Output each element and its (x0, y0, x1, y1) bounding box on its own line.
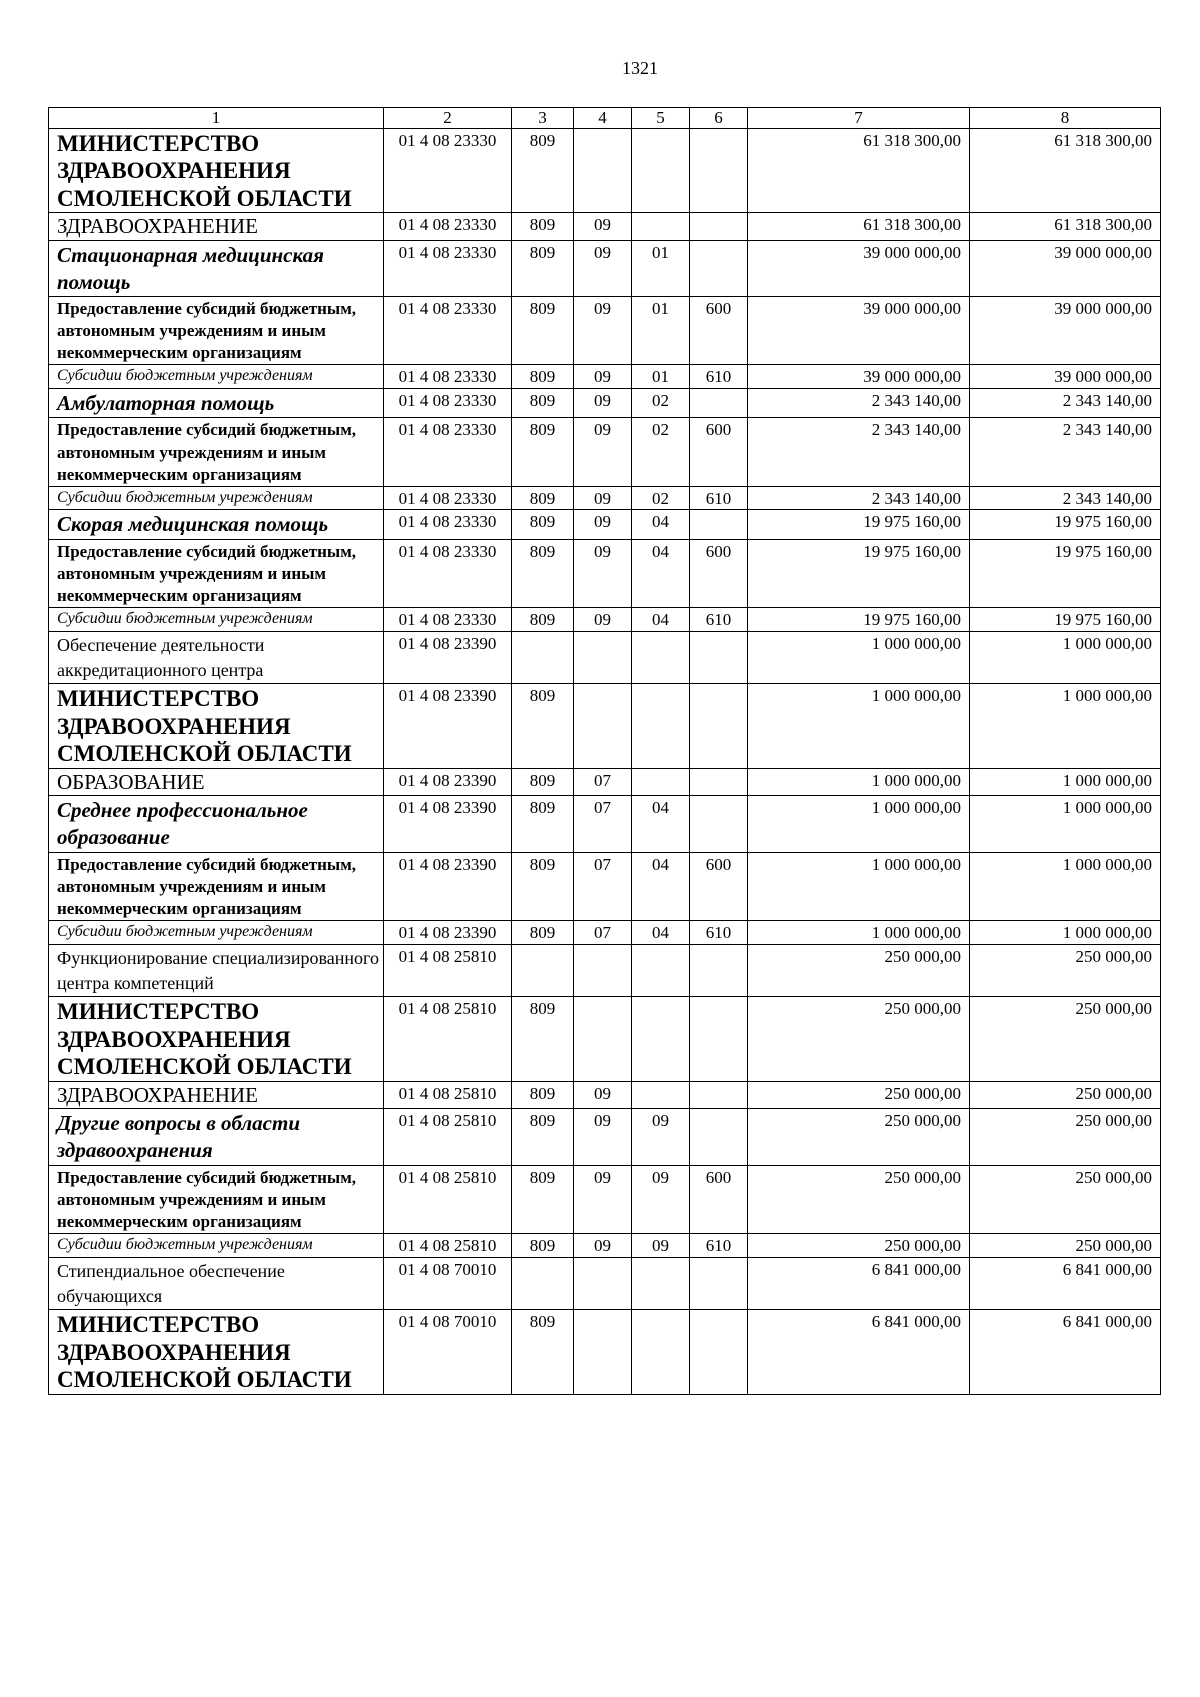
table-row (49, 1257, 1161, 1309)
cell-target-article: 01 4 08 25810 (384, 1081, 512, 1108)
table-row (49, 852, 1161, 920)
cell-expense-type: 610 (690, 365, 748, 389)
table-row (49, 921, 1161, 945)
cell-name: Скорая медицинская помощь (49, 510, 384, 539)
table-row (49, 418, 1161, 486)
cell-name: ЗДРАВООХРАНЕНИЕ (49, 1081, 384, 1108)
cell-amount-year2: 39 000 000,00 (970, 365, 1161, 389)
cell-subsection-code: 04 (632, 510, 690, 539)
cell-expense-type (690, 768, 748, 795)
cell-amount-year1: 1 000 000,00 (748, 768, 970, 795)
cell-subsection-code: 01 (632, 365, 690, 389)
cell-subsection-code: 04 (632, 608, 690, 632)
cell-name: Субсидии бюджетным учреждениям (49, 365, 384, 389)
cell-subsection-code: 02 (632, 418, 690, 486)
cell-subsection-code (632, 768, 690, 795)
budget-table (48, 107, 1161, 1395)
cell-target-article: 01 4 08 25810 (384, 1165, 512, 1233)
cell-subsection-code: 09 (632, 1233, 690, 1257)
cell-amount-year1: 250 000,00 (748, 1081, 970, 1108)
cell-target-article: 01 4 08 23330 (384, 297, 512, 365)
table-row (49, 297, 1161, 365)
table-body (49, 128, 1161, 1394)
cell-subsection-code (632, 213, 690, 240)
cell-target-article: 01 4 08 23390 (384, 684, 512, 769)
cell-expense-type (690, 213, 748, 240)
column-header: 4 (574, 108, 632, 129)
cell-section-code (574, 1310, 632, 1395)
cell-administrator-code: 809 (512, 389, 574, 418)
cell-amount-year2: 39 000 000,00 (970, 240, 1161, 297)
cell-name: Другие вопросы в области здравоохранения (49, 1109, 384, 1166)
cell-administrator-code: 809 (512, 240, 574, 297)
table-row (49, 768, 1161, 795)
cell-name: Функционирование специализированного центра компетенций (49, 944, 384, 996)
cell-name: Предоставление субсидий бюджетным, автономным учреждениям и иным некоммерческим организациям (49, 297, 384, 365)
cell-expense-type: 600 (690, 418, 748, 486)
cell-amount-year1: 61 318 300,00 (748, 128, 970, 213)
table-row (49, 796, 1161, 853)
table-row (49, 510, 1161, 539)
cell-target-article: 01 4 08 23390 (384, 768, 512, 795)
cell-section-code: 09 (574, 418, 632, 486)
cell-section-code: 07 (574, 921, 632, 945)
cell-section-code: 09 (574, 510, 632, 539)
cell-expense-type: 600 (690, 1165, 748, 1233)
cell-amount-year1: 6 841 000,00 (748, 1257, 970, 1309)
table-row (49, 213, 1161, 240)
cell-section-code: 09 (574, 365, 632, 389)
cell-expense-type: 610 (690, 1233, 748, 1257)
table-row (49, 240, 1161, 297)
column-header: 6 (690, 108, 748, 129)
cell-administrator-code: 809 (512, 684, 574, 769)
column-header: 7 (748, 108, 970, 129)
cell-section-code (574, 944, 632, 996)
cell-target-article: 01 4 08 70010 (384, 1257, 512, 1309)
header-row (49, 108, 1161, 129)
cell-section-code (574, 997, 632, 1082)
cell-subsection-code (632, 631, 690, 683)
cell-subsection-code: 01 (632, 240, 690, 297)
table-row (49, 1081, 1161, 1108)
table-row (49, 1165, 1161, 1233)
cell-amount-year2: 2 343 140,00 (970, 389, 1161, 418)
cell-target-article: 01 4 08 23330 (384, 389, 512, 418)
cell-expense-type: 600 (690, 852, 748, 920)
cell-section-code: 07 (574, 852, 632, 920)
cell-name: МИНИСТЕРСТВО ЗДРАВООХРАНЕНИЯ СМОЛЕНСКОЙ ОБЛАСТИ (49, 997, 384, 1082)
cell-amount-year2: 1 000 000,00 (970, 921, 1161, 945)
cell-administrator-code: 809 (512, 1081, 574, 1108)
cell-section-code (574, 128, 632, 213)
table-row (49, 365, 1161, 389)
cell-target-article: 01 4 08 23330 (384, 608, 512, 632)
cell-amount-year1: 61 318 300,00 (748, 213, 970, 240)
cell-amount-year1: 250 000,00 (748, 944, 970, 996)
cell-expense-type (690, 944, 748, 996)
cell-amount-year2: 19 975 160,00 (970, 510, 1161, 539)
cell-administrator-code: 809 (512, 365, 574, 389)
cell-administrator-code: 809 (512, 510, 574, 539)
cell-name: ОБРАЗОВАНИЕ (49, 768, 384, 795)
cell-expense-type (690, 510, 748, 539)
cell-expense-type: 610 (690, 921, 748, 945)
cell-amount-year1: 39 000 000,00 (748, 297, 970, 365)
cell-amount-year2: 1 000 000,00 (970, 768, 1161, 795)
cell-target-article: 01 4 08 70010 (384, 1310, 512, 1395)
cell-subsection-code: 09 (632, 1165, 690, 1233)
table-row (49, 944, 1161, 996)
cell-amount-year2: 1 000 000,00 (970, 631, 1161, 683)
cell-expense-type (690, 128, 748, 213)
cell-expense-type (690, 1257, 748, 1309)
cell-amount-year1: 250 000,00 (748, 1233, 970, 1257)
cell-name: МИНИСТЕРСТВО ЗДРАВООХРАНЕНИЯ СМОЛЕНСКОЙ ОБЛАСТИ (49, 128, 384, 213)
table-row (49, 1310, 1161, 1395)
cell-name: Обеспечение деятельности аккредитационного центра (49, 631, 384, 683)
cell-amount-year2: 2 343 140,00 (970, 486, 1161, 510)
cell-administrator-code: 809 (512, 1109, 574, 1166)
cell-amount-year2: 61 318 300,00 (970, 213, 1161, 240)
cell-amount-year1: 1 000 000,00 (748, 852, 970, 920)
cell-section-code: 09 (574, 539, 632, 607)
column-header: 3 (512, 108, 574, 129)
cell-amount-year1: 1 000 000,00 (748, 684, 970, 769)
cell-section-code: 07 (574, 768, 632, 795)
cell-amount-year1: 39 000 000,00 (748, 365, 970, 389)
cell-administrator-code: 809 (512, 486, 574, 510)
cell-amount-year1: 250 000,00 (748, 1165, 970, 1233)
cell-amount-year2: 61 318 300,00 (970, 128, 1161, 213)
cell-amount-year1: 39 000 000,00 (748, 240, 970, 297)
cell-administrator-code: 809 (512, 128, 574, 213)
cell-amount-year2: 19 975 160,00 (970, 608, 1161, 632)
cell-amount-year1: 250 000,00 (748, 1109, 970, 1166)
cell-amount-year2: 2 343 140,00 (970, 418, 1161, 486)
cell-subsection-code: 02 (632, 389, 690, 418)
cell-section-code: 09 (574, 240, 632, 297)
cell-name: Среднее профессиональное образование (49, 796, 384, 853)
cell-section-code: 07 (574, 796, 632, 853)
cell-administrator-code: 809 (512, 921, 574, 945)
cell-administrator-code: 809 (512, 768, 574, 795)
cell-subsection-code: 04 (632, 539, 690, 607)
cell-expense-type (690, 240, 748, 297)
cell-expense-type (690, 631, 748, 683)
cell-expense-type: 610 (690, 486, 748, 510)
cell-target-article: 01 4 08 23390 (384, 921, 512, 945)
cell-amount-year2: 250 000,00 (970, 997, 1161, 1082)
cell-expense-type: 610 (690, 608, 748, 632)
cell-subsection-code: 04 (632, 921, 690, 945)
cell-section-code: 09 (574, 486, 632, 510)
cell-administrator-code: 809 (512, 997, 574, 1082)
cell-name: Предоставление субсидий бюджетным, автономным учреждениям и иным некоммерческим организациям (49, 418, 384, 486)
cell-subsection-code: 01 (632, 297, 690, 365)
cell-administrator-code (512, 1257, 574, 1309)
table-row (49, 389, 1161, 418)
cell-administrator-code: 809 (512, 418, 574, 486)
cell-name: Стационарная медицинская помощь (49, 240, 384, 297)
cell-amount-year2: 1 000 000,00 (970, 684, 1161, 769)
cell-amount-year2: 1 000 000,00 (970, 796, 1161, 853)
cell-amount-year1: 6 841 000,00 (748, 1310, 970, 1395)
table-row (49, 608, 1161, 632)
cell-expense-type (690, 1081, 748, 1108)
cell-expense-type: 600 (690, 539, 748, 607)
cell-name: Субсидии бюджетным учреждениям (49, 608, 384, 632)
cell-subsection-code (632, 997, 690, 1082)
cell-subsection-code: 04 (632, 796, 690, 853)
cell-amount-year2: 250 000,00 (970, 944, 1161, 996)
cell-subsection-code: 02 (632, 486, 690, 510)
cell-target-article: 01 4 08 25810 (384, 1233, 512, 1257)
cell-subsection-code (632, 128, 690, 213)
cell-name: Субсидии бюджетным учреждениям (49, 486, 384, 510)
cell-target-article: 01 4 08 23390 (384, 796, 512, 853)
cell-name: Предоставление субсидий бюджетным, автономным учреждениям и иным некоммерческим организациям (49, 852, 384, 920)
cell-subsection-code (632, 1081, 690, 1108)
cell-administrator-code: 809 (512, 213, 574, 240)
cell-expense-type: 600 (690, 297, 748, 365)
cell-target-article: 01 4 08 23330 (384, 365, 512, 389)
cell-administrator-code: 809 (512, 539, 574, 607)
table-row (49, 997, 1161, 1082)
cell-amount-year2: 6 841 000,00 (970, 1257, 1161, 1309)
table-row (49, 1109, 1161, 1166)
cell-target-article: 01 4 08 23390 (384, 852, 512, 920)
table-row (49, 128, 1161, 213)
cell-section-code: 09 (574, 1109, 632, 1166)
table-row (49, 486, 1161, 510)
cell-amount-year1: 1 000 000,00 (748, 796, 970, 853)
cell-amount-year1: 2 343 140,00 (748, 389, 970, 418)
cell-amount-year1: 2 343 140,00 (748, 418, 970, 486)
cell-section-code: 09 (574, 1081, 632, 1108)
cell-target-article: 01 4 08 25810 (384, 1109, 512, 1166)
cell-name: Предоставление субсидий бюджетным, автономным учреждениям и иным некоммерческим организациям (49, 1165, 384, 1233)
cell-subsection-code: 09 (632, 1109, 690, 1166)
cell-section-code: 09 (574, 213, 632, 240)
cell-name: МИНИСТЕРСТВО ЗДРАВООХРАНЕНИЯ СМОЛЕНСКОЙ ОБЛАСТИ (49, 684, 384, 769)
cell-amount-year1: 1 000 000,00 (748, 631, 970, 683)
cell-administrator-code: 809 (512, 852, 574, 920)
column-header: 1 (49, 108, 384, 129)
cell-administrator-code: 809 (512, 1310, 574, 1395)
column-header: 5 (632, 108, 690, 129)
cell-administrator-code (512, 631, 574, 683)
cell-amount-year1: 19 975 160,00 (748, 510, 970, 539)
cell-section-code: 09 (574, 389, 632, 418)
cell-name: Амбулаторная помощь (49, 389, 384, 418)
cell-expense-type (690, 1109, 748, 1166)
cell-name: Предоставление субсидий бюджетным, автономным учреждениям и иным некоммерческим организациям (49, 539, 384, 607)
cell-section-code: 09 (574, 608, 632, 632)
cell-amount-year2: 39 000 000,00 (970, 297, 1161, 365)
cell-target-article: 01 4 08 23330 (384, 539, 512, 607)
cell-section-code: 09 (574, 1233, 632, 1257)
cell-name: Субсидии бюджетным учреждениям (49, 1233, 384, 1257)
cell-administrator-code (512, 944, 574, 996)
cell-target-article: 01 4 08 23390 (384, 631, 512, 683)
cell-expense-type (690, 684, 748, 769)
cell-amount-year1: 19 975 160,00 (748, 608, 970, 632)
cell-subsection-code (632, 1257, 690, 1309)
cell-section-code (574, 1257, 632, 1309)
cell-target-article: 01 4 08 25810 (384, 997, 512, 1082)
cell-amount-year2: 250 000,00 (970, 1109, 1161, 1166)
cell-target-article: 01 4 08 23330 (384, 486, 512, 510)
cell-subsection-code (632, 684, 690, 769)
cell-administrator-code: 809 (512, 1233, 574, 1257)
cell-name: Субсидии бюджетным учреждениям (49, 921, 384, 945)
cell-name: ЗДРАВООХРАНЕНИЕ (49, 213, 384, 240)
cell-subsection-code (632, 944, 690, 996)
cell-target-article: 01 4 08 23330 (384, 240, 512, 297)
cell-amount-year2: 250 000,00 (970, 1081, 1161, 1108)
cell-administrator-code: 809 (512, 796, 574, 853)
cell-amount-year2: 1 000 000,00 (970, 852, 1161, 920)
cell-amount-year1: 2 343 140,00 (748, 486, 970, 510)
cell-subsection-code: 04 (632, 852, 690, 920)
cell-target-article: 01 4 08 25810 (384, 944, 512, 996)
cell-amount-year1: 1 000 000,00 (748, 921, 970, 945)
cell-amount-year2: 19 975 160,00 (970, 539, 1161, 607)
column-header: 2 (384, 108, 512, 129)
cell-name: Стипендиальное обеспечение обучающихся (49, 1257, 384, 1309)
cell-administrator-code: 809 (512, 608, 574, 632)
cell-expense-type (690, 1310, 748, 1395)
cell-expense-type (690, 796, 748, 853)
cell-section-code: 09 (574, 1165, 632, 1233)
cell-amount-year1: 19 975 160,00 (748, 539, 970, 607)
cell-target-article: 01 4 08 23330 (384, 128, 512, 213)
cell-amount-year1: 250 000,00 (748, 997, 970, 1082)
column-header: 8 (970, 108, 1161, 129)
cell-section-code (574, 684, 632, 769)
table-row (49, 539, 1161, 607)
cell-amount-year2: 250 000,00 (970, 1233, 1161, 1257)
table-row (49, 684, 1161, 769)
cell-expense-type (690, 997, 748, 1082)
cell-subsection-code (632, 1310, 690, 1395)
cell-target-article: 01 4 08 23330 (384, 213, 512, 240)
table-row (49, 631, 1161, 683)
cell-expense-type (690, 389, 748, 418)
cell-administrator-code: 809 (512, 297, 574, 365)
cell-amount-year2: 6 841 000,00 (970, 1310, 1161, 1395)
cell-amount-year2: 250 000,00 (970, 1165, 1161, 1233)
cell-section-code: 09 (574, 297, 632, 365)
cell-target-article: 01 4 08 23330 (384, 418, 512, 486)
cell-target-article: 01 4 08 23330 (384, 510, 512, 539)
table-row (49, 1233, 1161, 1257)
cell-name: МИНИСТЕРСТВО ЗДРАВООХРАНЕНИЯ СМОЛЕНСКОЙ ОБЛАСТИ (49, 1310, 384, 1395)
cell-section-code (574, 631, 632, 683)
page-number: 1321 (622, 58, 658, 78)
cell-administrator-code: 809 (512, 1165, 574, 1233)
